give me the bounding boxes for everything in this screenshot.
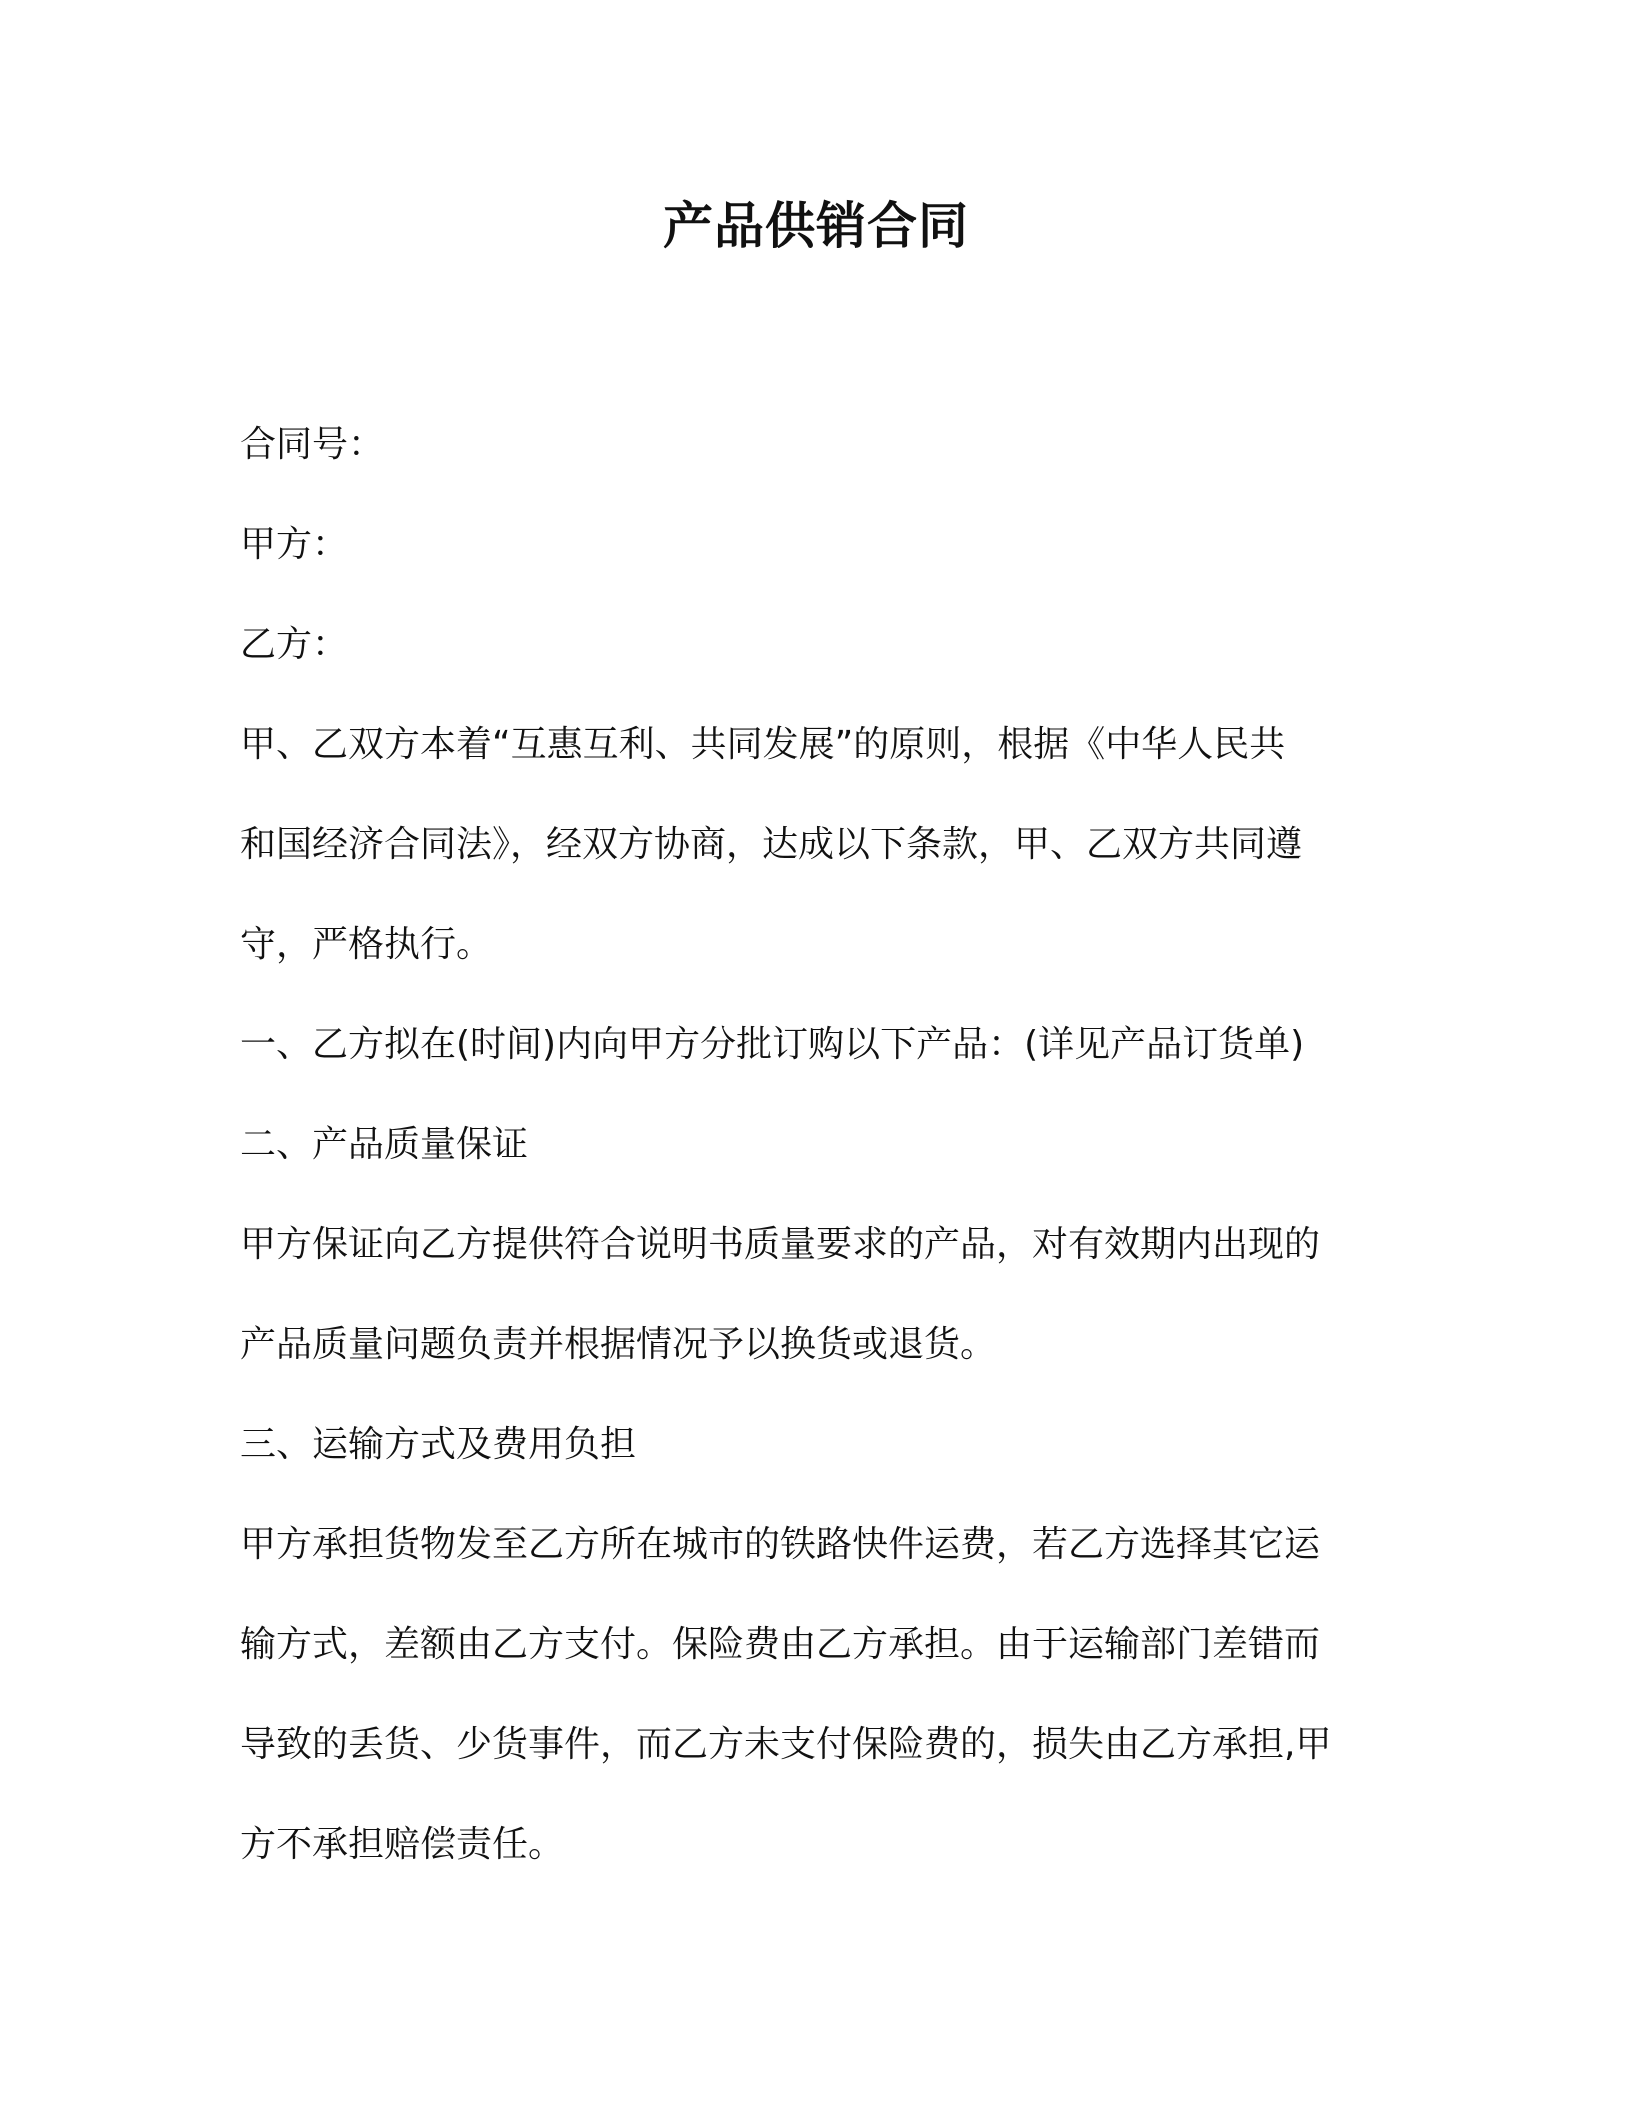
preamble-line: 守，严格执行。 [240,924,493,965]
clause-2-heading: 二、产品质量保证 [240,1124,529,1165]
clause-3-body-line: 方不承担赔偿责任。 [240,1824,565,1865]
field-party-a: 甲方： [240,524,349,565]
clause-3-heading: 三、运输方式及费用负担 [240,1424,637,1465]
preamble-line: 甲、乙双方本着“互惠互利、共同发展”的原则，根据《中华人民共 [240,724,1286,765]
document-body [240,395,1360,1895]
preamble-line: 和国经济合同法》，经双方协商，达成以下条款，甲、乙双方共同遵 [240,824,1303,865]
clause-2-body-line: 甲方保证向乙方提供符合说明书质量要求的产品，对有效期内出现的 [240,1224,1321,1265]
field-contract-no: 合同号： [240,424,385,465]
document-title: 产品供销合同 [663,197,969,255]
clause-1: 一、乙方拟在(时间)内向甲方分批订购以下产品：(详见产品订货单) [240,1024,1305,1065]
clause-3-body-line: 导致的丢货、少货事件，而乙方未支付保险费的，损失由乙方承担,甲 [240,1724,1332,1765]
clause-2-body-line: 产品质量问题负责并根据情况予以换货或退货。 [240,1324,997,1365]
field-party-b: 乙方： [240,624,349,665]
clause-3-body-line: 甲方承担货物发至乙方所在城市的铁路快件运费，若乙方选择其它运 [240,1524,1321,1565]
clause-3-body-line: 输方式，差额由乙方支付。保险费由乙方承担。由于运输部门差错而 [240,1624,1321,1665]
